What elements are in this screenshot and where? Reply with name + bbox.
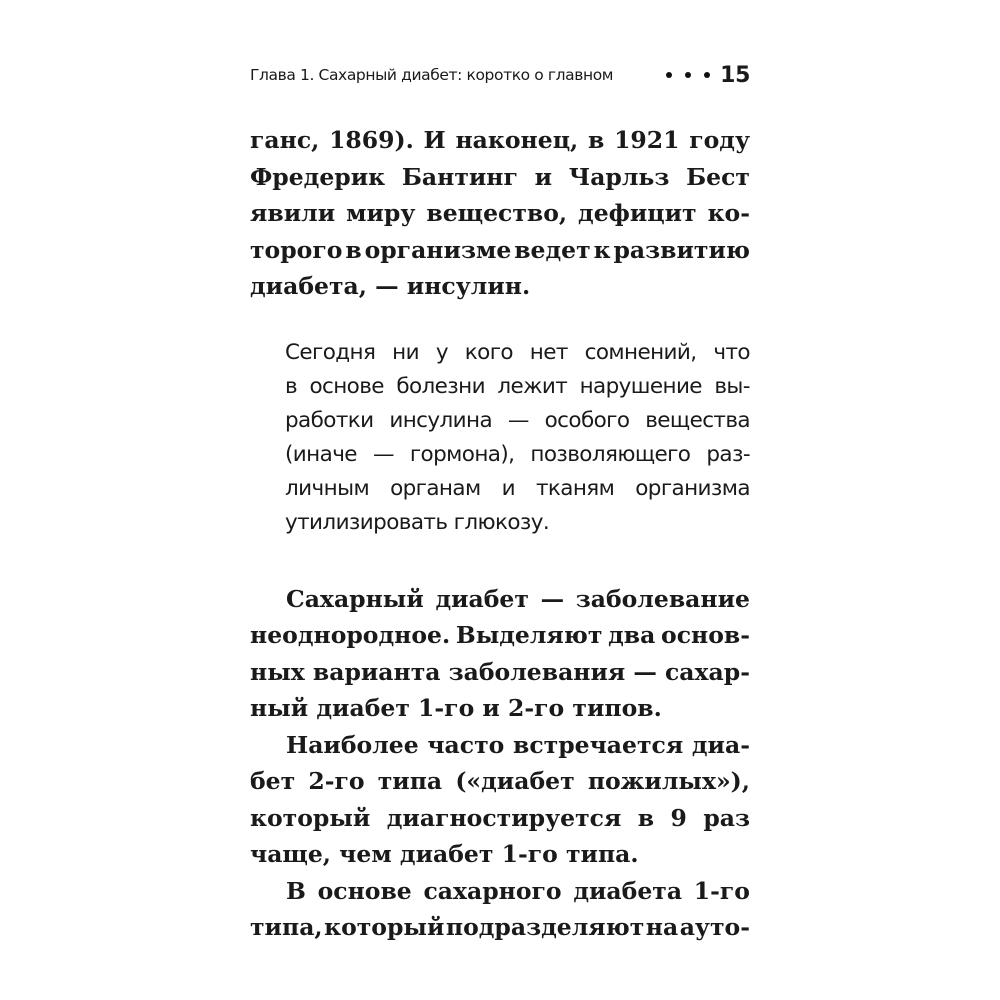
word: 1-го [693, 876, 750, 905]
word: году [689, 126, 750, 154]
word: сахарного [423, 876, 562, 905]
text-line [250, 654, 750, 691]
word: основе [317, 876, 412, 905]
word: организме [364, 235, 512, 264]
word: — [540, 584, 565, 613]
word: Чарльз [568, 162, 670, 191]
text-line [250, 763, 750, 800]
chapter-title: Глава 1. Сахарный диабет: коротко о главном [250, 66, 614, 84]
word: типа [377, 767, 443, 795]
word: который [250, 803, 371, 832]
word: что [713, 339, 750, 365]
callout-line [285, 438, 750, 472]
callout-line [285, 370, 750, 404]
callout-line [285, 472, 750, 506]
word: который [324, 913, 445, 941]
word: — [633, 657, 657, 686]
word: 2-го [308, 767, 365, 795]
word: личным [285, 475, 370, 501]
callout-line: утилизировать глюкозу. [285, 509, 550, 535]
word: лежит [497, 373, 568, 399]
word: вещества [645, 407, 750, 433]
word: в [345, 235, 362, 264]
continued-paragraph [250, 122, 750, 305]
word: И [423, 126, 446, 154]
word: болезни [396, 373, 485, 399]
word: 1869). [329, 126, 414, 154]
word: В [286, 876, 306, 905]
word: Сахарный [286, 584, 424, 613]
word: в [587, 126, 605, 154]
word: часто [427, 730, 505, 759]
word: вы- [714, 373, 750, 399]
text-line [250, 873, 750, 910]
dot-icon [685, 72, 691, 78]
word: организма [635, 475, 750, 501]
word: ни [392, 339, 420, 365]
word: Фредерик [250, 162, 386, 191]
word: ауто- [679, 913, 750, 941]
paragraph [250, 581, 750, 727]
text-line [250, 909, 750, 946]
text-line [250, 159, 750, 196]
word: миру [346, 199, 416, 227]
word: основе [309, 373, 384, 399]
word: — [372, 441, 394, 467]
word: сомнений, [584, 339, 697, 365]
text-line: диабета, — инсулин. [250, 272, 531, 300]
ornament-dots-icon [666, 72, 710, 78]
word: наконец, [455, 126, 579, 154]
word: тканям [535, 475, 615, 501]
word: у [435, 339, 448, 365]
word: нет [529, 339, 568, 365]
text-line [250, 195, 750, 232]
word: встречается [513, 730, 684, 759]
word: ганс, [250, 126, 320, 154]
word: к [593, 235, 611, 264]
word: основ- [661, 621, 750, 649]
word: 9 [670, 803, 687, 832]
word: заболевание [575, 584, 750, 613]
word: сахар- [665, 657, 750, 686]
word: («диабет [455, 767, 575, 795]
word: в [285, 373, 298, 399]
header-right [666, 63, 750, 88]
callout-box [250, 336, 750, 540]
word: Наиболее [286, 730, 419, 759]
word: на [645, 913, 679, 941]
paragraph [250, 727, 750, 873]
text-line [250, 800, 750, 837]
word: органам [390, 475, 481, 501]
word: варианта [312, 657, 441, 686]
text-line [250, 232, 750, 269]
word: и [501, 475, 515, 501]
text-line [250, 122, 750, 159]
word: неоднородное. [250, 621, 451, 649]
word: типа, [250, 913, 323, 941]
word: ко- [707, 199, 750, 227]
running-header [250, 58, 750, 92]
word: Бест [686, 162, 750, 191]
word: диагностируется [386, 803, 622, 832]
word: работки [285, 407, 374, 433]
text-line [250, 727, 750, 764]
word: и [534, 162, 553, 191]
text-line [250, 581, 750, 618]
page-number: 15 [720, 62, 750, 88]
word: нарушение [579, 373, 702, 399]
word: гормона), [409, 441, 515, 467]
word: (иначе [285, 441, 357, 467]
word: ведет [514, 235, 591, 264]
word: торого [250, 235, 343, 264]
word: раз- [706, 441, 750, 467]
text-line: ный диабет 1-го и 2-го типов. [250, 694, 662, 722]
word: диабет [435, 584, 529, 613]
paragraph [250, 873, 750, 946]
word: особого [544, 407, 630, 433]
word: подразделяют [445, 913, 645, 941]
dot-icon [704, 72, 710, 78]
dot-icon [666, 72, 672, 78]
callout-line [285, 404, 750, 438]
word: диабета [573, 876, 683, 905]
word: Выделяют [455, 621, 603, 649]
word: бет [250, 767, 296, 795]
word: в [637, 803, 655, 832]
word: позволяющего [530, 441, 691, 467]
word: два [608, 621, 656, 649]
callout-line [285, 336, 750, 370]
word: развитию [613, 235, 750, 264]
word: Сегодня [285, 339, 376, 365]
text-line [250, 617, 750, 654]
book-page [250, 58, 750, 946]
word: заболевания [448, 657, 626, 686]
word: ных [250, 657, 305, 686]
word: инсулина [389, 407, 493, 433]
word: явили [250, 199, 336, 227]
text-line: чаще, чем диабет 1-го типа. [250, 840, 639, 868]
word: кого [464, 339, 513, 365]
word: пожилых»), [587, 767, 750, 795]
word: дефицит [578, 199, 697, 227]
word: раз [703, 803, 750, 832]
body-paragraphs [250, 581, 750, 946]
word: — [507, 407, 529, 433]
word: Бантинг [401, 162, 518, 191]
word: вещество, [426, 199, 568, 227]
word: диа- [691, 730, 750, 759]
word: 1921 [614, 126, 680, 154]
